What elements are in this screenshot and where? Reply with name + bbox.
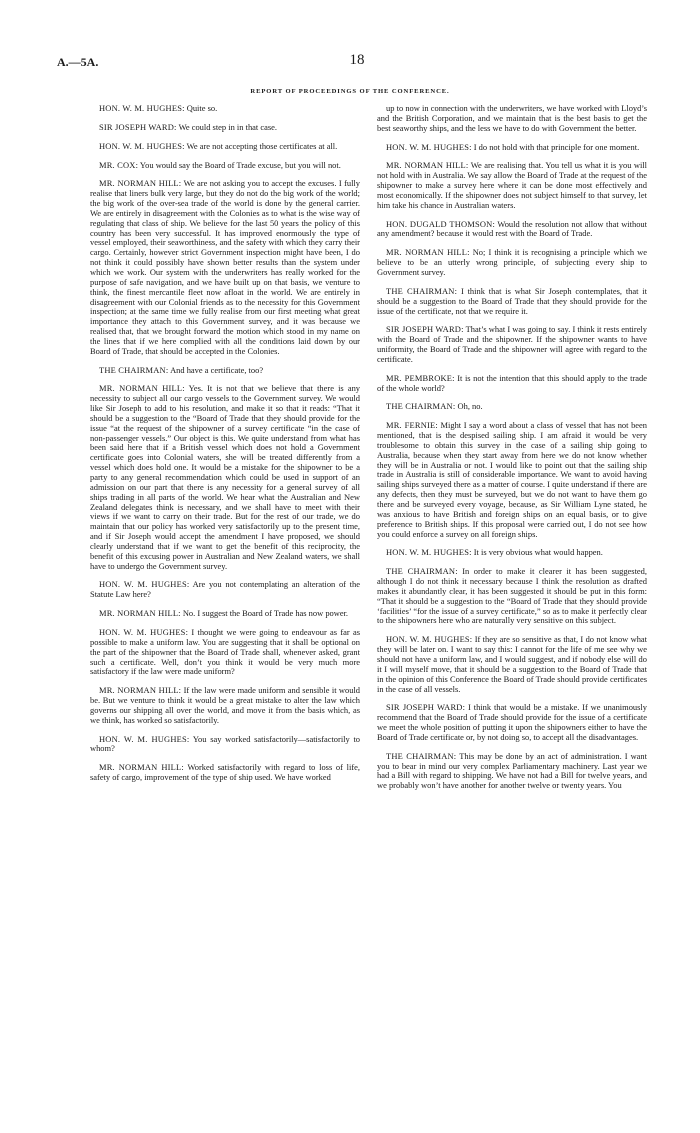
speech-paragraph — [377, 161, 647, 210]
speech-paragraph — [377, 143, 647, 153]
speech-paragraph — [90, 104, 360, 114]
speech-paragraph — [90, 384, 360, 571]
speech-text: This may be done by an act of administration. I want you to bear in mind our very complex Parliamentary machinery. Last year we had a Bill with regard to shipping. We have not had a Bill for twelve years, and we probably won’t have another for another twelve or twenty years. You — [377, 750, 647, 791]
speaker-name: THE CHAIRMAN: — [386, 401, 456, 412]
speaker-name: HON. W. M. HUGHES: — [99, 733, 190, 744]
speech-text: If the law were made uniform and sensible it would be. But we venture to think it would be a great mistake to alter the law which governs our shipping all over the world, and move it from the basis which, as we think, has worked so satisfactorily. — [90, 685, 361, 725]
speech-paragraph — [90, 179, 360, 356]
speech-paragraph — [90, 161, 360, 171]
speech-paragraph — [90, 123, 360, 133]
speech-paragraph — [90, 142, 360, 152]
speech-text: No; I think it is recognising a principle which we believe to be an utterly wrong principle, of subjecting every ship to Government survey. — [377, 247, 648, 277]
speech-paragraph — [90, 580, 360, 600]
speech-text: Are you not contemplating an alteration of the Statute Law here? — [90, 579, 360, 600]
speaker-name: MR. FERNIE: — [386, 420, 438, 431]
speech-text: In order to make it clearer it has been suggested, although I do not think it necessary because I think the resolution as drafted makes it abundantly clear, it has been suggested it should be put in this form: “That it should be a suggestion to the “Board of Trade that they should provide ‘facilities’ “for the issue of a survey certificate,” so as to make it perfectly clear to the shipowners here who are naturally very sensitive on this subject. — [377, 566, 647, 626]
speech-text: It is not the intention that this should apply to the trade of the whole world? — [377, 372, 647, 393]
speech-paragraph — [377, 104, 647, 134]
speaker-name: HON. W. M. HUGHES: — [99, 140, 185, 151]
speech-paragraph — [377, 635, 647, 694]
speaker-name: MR. NORMAN HILL: — [386, 160, 469, 171]
speaker-name: HON. W. M. HUGHES: — [386, 141, 472, 152]
speech-text: If they are so sensitive as that, I do not know what they will be later on. I want to say this: I cannot for the life of me see why we should not have a uniform law, and I would suggest, and if nobody else will do it I will myself move, that it should be a suggestion to the Board of Trade that in the opinion of this Conference the Board of Trade should provide certificates in the case of all vessels. — [377, 634, 648, 694]
speech-paragraph — [377, 402, 647, 412]
speech-text: Oh, no. — [457, 401, 483, 412]
speech-paragraph — [90, 686, 360, 725]
speaker-name: SIR JOSEPH WARD: — [99, 121, 177, 132]
speaker-name: HON. W. M. HUGHES: — [99, 579, 190, 590]
speaker-name: MR. NORMAN HILL: — [99, 762, 184, 773]
running-head: REPORT OF PROCEEDINGS OF THE CONFERENCE. — [250, 88, 450, 95]
page-header — [57, 52, 657, 75]
speech-text: Might I say a word about a class of vessel that has not been mentioned, that is the despised sailing ship. I am afraid it would be very troublesome to obtain this survey in the case of a sailing ship going to Australia, because when they start away from here we do not know whether they will be in Australia or not. I would like to point out that the sailing ship trade in Australia is still of considerable importance. We want to avoid having sailing ships surveyed there as a matter of course. I quite understand if there are any defects, then they must be surveyed, but we do not want to have them go there and be surveyed every voyage, because, as Sir William Lyne stated, he was anxious to have British and foreign ships on an equal basis, or to give preference to British ships. If this proposal were carried out, I do not see how you could enforce a survey on all foreign ships. — [377, 420, 648, 539]
speech-text: I do not hold with that principle for one moment. — [473, 141, 640, 152]
page-number: 18 — [349, 52, 365, 68]
speaker-name: SIR JOSEPH WARD: — [386, 702, 466, 713]
speaker-name: MR. NORMAN HILL: — [99, 178, 182, 189]
speaker-name: THE CHAIRMAN: — [99, 364, 169, 375]
speech-text: No. I suggest the Board of Trade has now power. — [182, 608, 349, 619]
speech-text: up to now in connection with the underwriters, we have worked with Lloyd’s and the British Corporation, and we maintain that is the best basis to get the best seaworthy ships, and the less we have to do with Government the better. — [377, 103, 647, 133]
speech-text: We could step in in that case. — [178, 121, 277, 132]
speaker-name: THE CHAIRMAN: — [386, 285, 458, 296]
speech-text: It is very obvious what would happen. — [473, 547, 603, 558]
speech-paragraph — [90, 735, 360, 755]
left-column — [90, 104, 360, 792]
document-reference: A.—5A. — [57, 55, 99, 69]
speech-paragraph — [377, 421, 647, 539]
speaker-name: THE CHAIRMAN: — [386, 566, 458, 577]
speech-text: Yes. It is not that we believe that there is any necessity to subject all our cargo vessels to the Government survey. We would like Sir Joseph to add to his resolution, and make it so that it reads: “That it should be a suggestion to the “Board of Trade that they should provide for the issue “at the request of the shipowner of a survey certificate “in the case of non-passenger vessels.” Our object is this. We quite understand from what has been said here that if a British vessel which does not hold a Government certificate goes into Colonial waters, she will be treated differently from a vessel which does hold one. It would be a mistake for the shipowner to be a party to any general recommendation which could be used in support of an admission on our part that there is any necessity for a general survey of all ships trading in all parts of the world. We hear what the Australian and New Zealand delegates think is necessary, and we shall have to meet with their views if we want to carry on their trade. But for the rest of our trade, we do maintain that our policy has worked very satisfactorily up to the present time, and if Sir Joseph would accept the amendment I have proposed, we should clearly understand that if we want to get the benefit of this reciprocity, the benefit of this excusing power in Australian and New Zealand waters, we shall have to undergo the Government survey. — [90, 383, 361, 571]
speaker-name: MR. NORMAN HILL: — [99, 685, 182, 696]
speaker-name: HON. W. M. HUGHES: — [386, 547, 472, 558]
speech-paragraph — [377, 567, 647, 626]
speech-paragraph — [90, 763, 360, 783]
speech-paragraph — [377, 752, 647, 791]
speech-paragraph — [90, 609, 360, 619]
speaker-name: HON. W. M. HUGHES: — [386, 634, 473, 645]
speech-text: I think that would be a mistake. If we unanimously recommend that the Board of Trade should provide for the issue of a certificate we meet the whole position of putting it upon the shipowners either to have the Board of Trade certificate or, by not doing so, to accept all the disadvantages. — [377, 702, 648, 742]
speaker-name: HON. DUGALD THOMSON: — [386, 218, 496, 229]
speech-text: Worked satisfactorily with regard to loss of life, safety of cargo, improvement of the type of ship used. We have worked — [90, 762, 360, 783]
speaker-name: MR. PEMBROKE: — [386, 372, 455, 383]
speech-paragraph — [90, 628, 360, 677]
speech-text: We are not accepting those certificates at all. — [186, 140, 338, 151]
speech-text: You would say the Board of Trade excuse, but you will not. — [139, 159, 341, 170]
speech-text: Would the resolution not allow that without any amendment? because it would rest with the Board of Trade. — [377, 218, 647, 239]
speech-text: And have a certificate, too? — [170, 364, 264, 375]
speaker-name: SIR JOSEPH WARD: — [386, 324, 464, 335]
speech-paragraph — [377, 248, 647, 278]
speaker-name: HON. W. M. HUGHES: — [99, 626, 189, 637]
right-column — [377, 104, 647, 800]
speech-text: That’s what I was going to say. I think it rests entirely with the Board of Trade and the shipowner. If the shipowner wants to have uniformity, the Board of Trade and the shipowner will agree with regard to the certificate. — [377, 324, 647, 364]
speech-paragraph — [377, 703, 647, 742]
speech-paragraph — [377, 287, 647, 317]
speaker-name: HON. W. M. HUGHES: — [99, 103, 185, 113]
speaker-name: MR. NORMAN HILL: — [99, 608, 181, 619]
speech-text: We are not asking you to accept the excuses. I fully realise that liners bulk very large, but they do not do the big work of the world; the big work of the over-sea trade of the world is done by the general carrier. We are entirely in disagreement with the Colonies as to what is the wise way of regulating that class of ship. We believe for the last 50 years the policy of this country has been very successful. It has improved enormously the type of vessel employed, their seaworthiness, and the safety with which they carry their cargo. Certainly, however strict Government inspection might have been, I do not think it could possibly have shown better results than the system under which we work. Our system with the underwriters has really worked for the purpose of safe navigation, and we have built up on that basis, we venture to think, the finest mercantile fleet now afloat in the world. We are entirely in disagreement with our Colonial friends as to the necessity for this Government inspection; at the same time we fully realise from our first meeting what great importance they attach to this Government survey, and it was because we realised that, that we brought forward the motion which stood in my name on the lines that if we here complied with all the conditions laid down by our Board of Trade, that should be accepted in the Colonies. — [90, 178, 360, 356]
speaker-name: THE CHAIRMAN: — [386, 750, 457, 761]
speech-paragraph — [377, 325, 647, 364]
speech-paragraph — [377, 374, 647, 394]
speech-paragraph — [377, 548, 647, 558]
speech-text: I think that is what Sir Joseph contemplates, that it should be a suggestion to the Board of Trade that they should provide for the issue of the certificate, not that we require it. — [377, 285, 647, 316]
speech-text: I thought we were going to endeavour as far as possible to make a uniform law. You are suggesting that it shall be optional on the part of the shipowner that the Board of Trade shall, whenever asked, grant such a certificate. Well, don’t you think it would be very much more satisfactory if the law were made uniform? — [90, 626, 361, 677]
speech-text: Quite so. — [186, 103, 218, 113]
speaker-name: MR. COX: — [99, 159, 139, 170]
speech-paragraph — [90, 366, 360, 376]
speech-paragraph — [377, 220, 647, 240]
speaker-name: MR. NORMAN HILL: — [386, 247, 470, 258]
speech-text: You say worked satisfactorily—satisfactorily to whom? — [90, 733, 361, 754]
speaker-name: MR. NORMAN HILL: — [99, 383, 185, 394]
speech-text: We are realising that. You tell us what it is you will not hold with in Australia. We say allow the Board of Trade at the request of the shipowner to make a survey here where it can be done most effectively and most economically. If the shipowner does not subject himself to that survey, let him take his chance in Australian waters. — [377, 160, 647, 210]
